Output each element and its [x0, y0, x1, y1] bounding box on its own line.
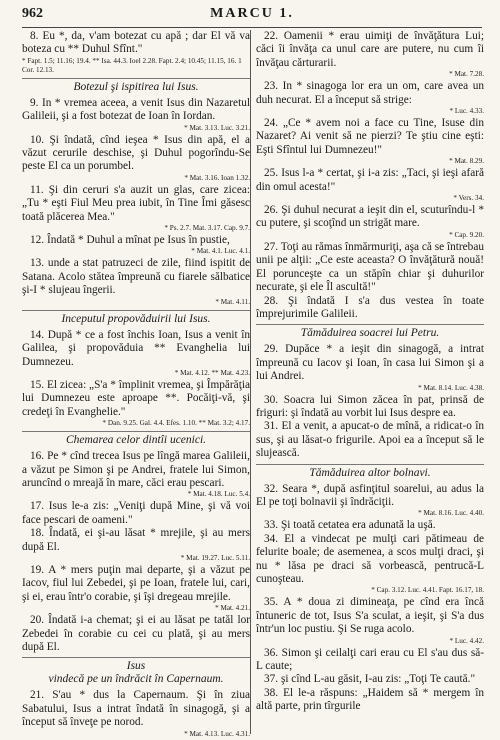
verse-16: 16. Pe * cînd trecea Isus pe lîngă marea Galileii, a văzut pe Simon şi pe Andrei, fratele lui Simon, aruncînd o mreajă în mare, căci erau pescari.	[22, 450, 250, 489]
section-heading-capernaum-line1: Isus	[126, 660, 146, 673]
verse-18: 18. Îndată, ei şi-au lăsat * mrejile, şi au mers după El.	[22, 527, 250, 553]
section-heading-mother-in-law: Tămăduirea soacrei lui Petru.	[256, 324, 484, 340]
verse-24-refs: * Mat. 8.29.	[449, 157, 484, 166]
verse-11-refs: * Ps. 2.7. Mat. 3.17. Cap. 9.7.	[164, 224, 250, 233]
verse-15: 15. El zicea: „S'a * împlinit vremea, şi Împărăţia lui Dumnezeu este aproape **. Pocăiţi-vă, şi credeţi în Evanghelie."	[22, 378, 250, 418]
verse-12: 12. Îndată * Duhul a mînat pe Isus în pustie,	[30, 234, 230, 247]
verse-10-refs: * Mat. 3.16. Ioan 1.32.	[184, 173, 250, 182]
verse-32: 32. Seara *, după asfinţitul soarelui, au adus la El pe toţi bolnavii şi îndrăciţii.	[256, 482, 484, 508]
section-heading-disciples: Chemarea celor dintîi ucenici.	[22, 431, 250, 447]
verse-25-refs: * Vers. 34.	[453, 194, 484, 203]
verse-14: 14. După * ce a fost închis Ioan, Isus a venit în Galilea, şi propovăduia ** Evanghelia lui Dumnezeu.	[22, 328, 250, 368]
verse-11: 11. Şi din ceruri s'a auzit un glas, care zicea: „Tu * eşti Fiul Meu prea iubit, în Tine Îmi găsesc toată plăcerea Mea."	[22, 183, 250, 223]
verse-9-refs: * Mat. 3.13. Luc. 3.21.	[184, 123, 250, 132]
verse-15-refs: * Dan. 9.25. Gal. 4.4. Efes. 1.10. ** Mat. 3.2; 4.17.	[102, 419, 250, 428]
verse-8: 8. Eu *, da, v'am botezat cu apă ; dar El vă va boteza cu ** Duhul Sfînt."	[22, 30, 250, 56]
section-heading-other-sick: Tămăduirea altor bolnavi.	[256, 464, 484, 480]
verse-32-refs: * Mat. 8.16. Luc. 4.40.	[418, 509, 484, 518]
section-heading-baptism: Botezul şi ispitirea lui Isus.	[22, 78, 250, 94]
section-heading-capernaum	[22, 657, 250, 686]
verse-26-refs: * Cap. 9.20.	[449, 230, 484, 239]
verse-21-refs: * Mat. 4.13. Luc. 4.31.	[184, 729, 250, 736]
verse-31: 31. El a venit, a apucat-o de mînă, a ridicat-o în sus, şi au lăsat-o frigurile. Apoi ea a început să le slujească.	[256, 420, 484, 460]
verse-25: 25. Isus l-a * certat, şi i-a zis: „Taci, şi ieşi afară din omul acesta!"	[256, 167, 484, 193]
verse-36: 36. Simon şi ceilalţi cari erau cu El s'au dus să-L caute;	[256, 646, 484, 673]
verse-17: 17. Isus le-a zis: „Veniţi după Mine, şi vă voi face pescari de oameni."	[22, 500, 250, 526]
verse-30: 30. Soacra lui Simon zăcea în pat, prinsă de friguri: şi îndată au vorbit lui Isus despre ea.	[256, 393, 484, 419]
section-heading-preaching: Inceputul propovăduirii lui Isus.	[22, 310, 250, 326]
verse-8-refs: * Fapt. 1.5; 11.16; 19.4. ** Isa. 44.3. Ioel 2.28. Fapt. 2.4; 10.45; 11.15, 16. 1 Cor. 12.13.	[22, 56, 242, 74]
verse-28: 28. Şi îndată I s'a dus vestea în toate împrejurimile Galileii.	[256, 294, 484, 320]
verse-29-refs: * Mat. 8.14. Luc. 4.38.	[418, 383, 484, 392]
verse-33: 33. Şi toată cetatea era adunată la uşă.	[264, 519, 436, 532]
verse-23-refs: * Luc. 4.33.	[449, 107, 484, 116]
verse-22-refs: * Mat. 7.28.	[449, 70, 484, 79]
left-column	[22, 30, 250, 736]
verse-13-refs: * Mat. 4.11.	[215, 297, 250, 306]
verse-38: 38. El le-a răspuns: „Haidem să * mergem în altă parte, prin tîrgurile	[256, 686, 484, 713]
verse-22: 22. Oamenii * erau uimiţi de învăţătura Lui; căci îi învăţa ca unul care are putere, nu cum îi învăţau cărturarii.	[256, 30, 484, 69]
page-number: 962	[22, 6, 43, 21]
verse-16-refs: * Mat. 4.18. Luc. 5.4.	[187, 490, 250, 499]
verse-35: 35. A * doua zi dimineaţa, pe cînd era încă întuneric de tot, Isus S'a sculat, a ieşit, şi S'a dus într'un loc pustiu. Şi Se ruga acolo.	[256, 596, 484, 636]
verse-27: 27. Toţi au rămas înmărmuriţi, aşa că se întrebau unii pe alţii: „Ce este aceasta? O învăţătură nouă! El porunceşte ca un stăpîn chiar şi duhurilor necurate, şi ele Îl ascultă!"	[256, 240, 484, 294]
verse-20: 20. Îndată i-a chemat; şi ei au lăsat pe tatăl lor Zebedei în corabie cu cei cu plată, şi au mers după El.	[22, 614, 250, 653]
verse-34-refs: * Cap. 3.12. Luc. 4.41. Fapt. 16.17, 18.	[371, 586, 484, 595]
verse-23: 23. In * sinagoga lor era un om, care avea un duh necurat. El a început să strige:	[256, 80, 484, 106]
right-column	[256, 30, 484, 736]
verse-14-refs: * Mat. 4.12. ** Mat. 4.23.	[174, 368, 250, 377]
section-heading-capernaum-line2: vindecă pe un îndrăcit în Capernaum.	[48, 673, 224, 686]
verse-19-refs: * Mat. 4.21.	[215, 604, 250, 613]
verse-26: 26. Şi duhul necurat a ieşit din el, scuturîndu-l * cu putere, şi scoţînd un strigăt mare.	[256, 204, 484, 230]
verse-29: 29. Dupăce * a ieşit din sinagogă, a intrat împreună cu Iacov şi Ioan, în casa lui Simon şi a lui Andrei.	[256, 343, 484, 383]
header-rule	[22, 27, 482, 28]
verse-10: 10. Şi îndată, cînd ieşea * Isus din apă, el a văzut cerurile deschise, şi Duhul pogorîndu-Se peste El ca un porumbel.	[22, 133, 250, 173]
verse-35-refs: * Luc. 4.42.	[449, 636, 484, 645]
verse-21: 21. S'au * dus la Capernaum. Şi în ziua Sabatului, Isus a intrat îndată în sinagogă, şi a început să înveţe pe norod.	[22, 689, 250, 729]
verse-12-refs: * Mat. 4.1. Luc. 4.1.	[191, 247, 250, 256]
verse-37: 37. şi cînd L-au găsit, I-au zis: „Toţi Te caută."	[264, 673, 476, 686]
verse-18-refs: * Mat. 19.27. Luc. 5.11.	[180, 553, 250, 562]
page-header	[22, 6, 482, 28]
verse-19: 19. A * mers puţin mai departe, şi a văzut pe Iacov, fiul lui Zebedei, şi pe Ioan, fratele lui, cari, şi ei, erau într'o corabie, şi îşi dregeau mrejile.	[22, 563, 250, 603]
running-title: MARCU 1.	[210, 6, 294, 21]
verse-13: 13. unde a stat patruzeci de zile, fiind ispitit de Satana. Acolo stătea împreună cu fiarele sălbatice şi-I * slujeau îngerii.	[22, 257, 250, 297]
verse-9: 9. In * vremea aceea, a venit Isus din Nazaretul Galileii, şi a fost botezat de Ioan în Iordan.	[22, 96, 250, 123]
verse-24: 24. „Ce * avem noi a face cu Tine, Isuse din Nazaret? Ai venit să ne pierzi? Te ştiu cine eşti: Eşti Sfîntul lui Dumnezeu!"	[256, 117, 484, 156]
verse-34: 34. El a vindecat pe mulţi cari pătimeau de felurite boale; de asemenea, a scos mulţi draci, şi nu * lăsa pe draci să vorbească, pentrucă-L cunoşteau.	[256, 532, 484, 585]
column-divider	[250, 30, 251, 734]
